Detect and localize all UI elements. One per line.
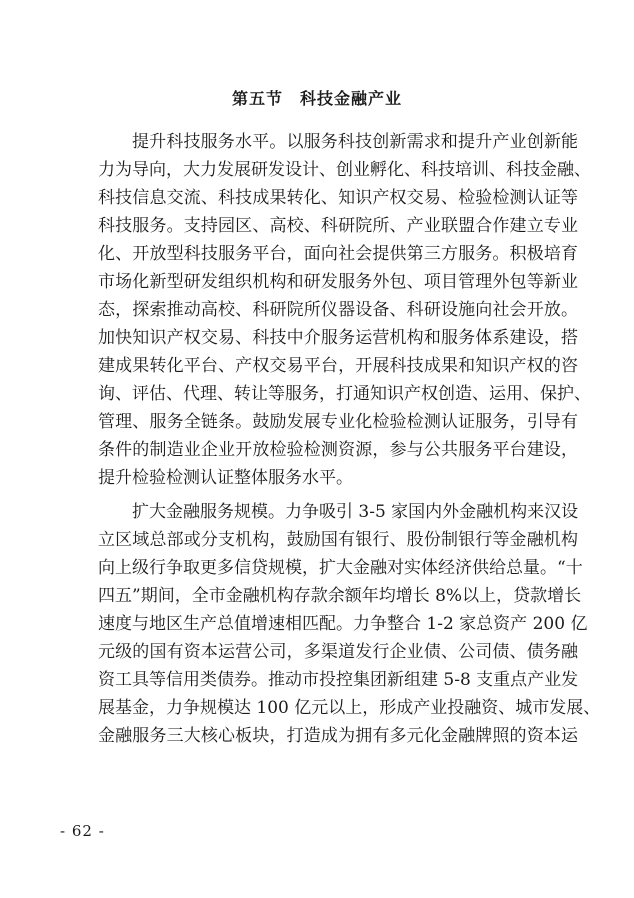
paragraph-1-line: 力为导向，大力发展研发设计、创业孵化、科技培训、科技金融、	[98, 160, 591, 180]
paragraph-1-line-1	[132, 128, 578, 156]
paragraph-1-line: 建成果转化平台、产权交易平台，开展科技成果和知识产权的咨	[98, 356, 578, 376]
paragraph-1-line: 市场化新型研发组织机构和研发服务外包、项目管理外包等新业	[98, 272, 578, 292]
paragraph-1-line: 管理、服务全链条。鼓励发展专业化检验检测认证服务，引导有	[98, 412, 578, 432]
paragraph-2-line: 展基金，力争规模达 100 亿元以上，形成产业投融资、城市发展、	[98, 698, 601, 718]
paragraph-2-line: 立区域总部或分支机构，鼓励国有银行、股份制银行等金融机构	[98, 530, 578, 550]
paragraph-1-line: 化、开放型科技服务平台，面向社会提供第三方服务。积极培育	[98, 244, 578, 264]
paragraph-1-line: 科技服务。支持园区、高校、科研院所、产业联盟合作建立专业	[98, 216, 578, 236]
section-title: 第五节 科技金融产业	[231, 89, 402, 108]
paragraph-2-line: 四五”期间，全市金融机构存款余额年均增长 8%以上，贷款增长	[98, 586, 582, 606]
paragraph-1-line: 询、评估、代理、转让等服务，打通知识产权创造、运用、保护、	[98, 384, 591, 404]
paragraph-2-lead: 扩大金融服务规模。	[132, 502, 285, 522]
paragraph-2-line: 元级的国有资本运营公司，多渠道发行企业债、公司债、债务融	[98, 642, 578, 662]
paragraph-1-line: 加快知识产权交易、科技中介服务运营机构和服务体系建设，搭	[98, 328, 578, 348]
paragraph-2-line: 金融服务三大核心板块，打造成为拥有多元化金融牌照的资本运	[98, 726, 578, 746]
paragraph-1-first-line-text: 以服务科技创新需求和提升产业创新能	[286, 132, 579, 152]
paragraph-2-line: 资工具等信用类债券。推动市投控集团新组建 5-8 支重点产业发	[98, 670, 579, 690]
page-number: - 62 -	[60, 822, 105, 840]
paragraph-2-line: 向上级行争取更多信贷规模，扩大金融对实体经济供给总量。“十	[98, 558, 583, 578]
paragraph-1-lead: 提升科技服务水平。	[132, 132, 287, 152]
paragraph-2-first-line-text: 力争吸引 3-5 家国内外金融机构来汉设	[285, 502, 579, 522]
paragraph-1-line: 条件的制造业企业开放检验检测资源，参与公共服务平台建设，	[98, 440, 578, 460]
paragraph-1-last-line: 提升检验检测认证整体服务水平。	[98, 468, 353, 488]
paragraph-2-line-1	[132, 498, 578, 526]
paragraph-1-line: 科技信息交流、科技成果转化、知识产权交易、检验检测认证等	[98, 188, 578, 208]
paragraph-1-line: 态，探索推动高校、科研院所仪器设备、科研设施向社会开放。	[98, 300, 578, 320]
paragraph-2-line: 速度与地区生产总值增速相匹配。力争整合 1-2 家总资产 200 亿	[98, 614, 588, 634]
